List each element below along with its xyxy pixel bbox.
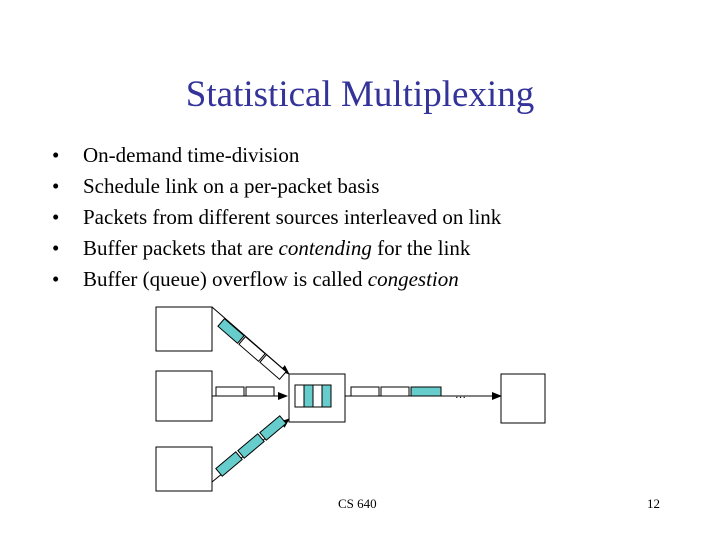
queued-packet <box>304 385 313 407</box>
bullet-text: On-demand time-division <box>83 143 300 167</box>
bullet-emphasis: contending <box>278 236 372 260</box>
switch-queue <box>289 374 345 422</box>
source-host-middle <box>156 371 212 421</box>
packet <box>260 416 286 440</box>
packet <box>411 387 441 396</box>
packet <box>246 387 274 396</box>
ellipsis-label: … <box>455 389 466 401</box>
bullet-text: Buffer packets that are <box>83 236 279 260</box>
packets-outgoing-link <box>351 387 441 396</box>
source-host-top <box>156 307 212 351</box>
bullet-text: for the link <box>371 236 471 260</box>
bullet-dot: • <box>52 174 60 198</box>
queued-packet <box>295 385 304 407</box>
bullet-dot: • <box>52 143 60 167</box>
packets-middle-link <box>216 387 274 396</box>
bullet-dot: • <box>52 267 60 291</box>
queued-packet <box>322 385 331 407</box>
packets-top-link <box>218 319 286 380</box>
bullet-dot: • <box>52 236 60 260</box>
bullet-text: Buffer (queue) overflow is called <box>83 267 368 291</box>
packet <box>216 387 244 396</box>
bullet-dot: • <box>52 205 60 229</box>
packet <box>381 387 409 396</box>
bullet-text: Packets from different sources interleaved on link <box>83 205 502 229</box>
packets-bottom-link <box>216 416 286 476</box>
packet <box>238 434 264 458</box>
packet <box>351 387 379 396</box>
packet <box>216 452 242 476</box>
source-host-bottom <box>156 447 212 491</box>
slide-number: 12 <box>647 496 660 511</box>
queued-packet <box>313 385 322 407</box>
bullet-text: Schedule link on a per-packet basis <box>83 174 380 198</box>
footer-course: CS 640 <box>338 496 377 511</box>
slide-title: Statistical Multiplexing <box>185 74 535 115</box>
packet <box>260 355 286 380</box>
destination-host <box>501 374 545 423</box>
packet <box>239 337 265 362</box>
bullet-emphasis: congestion <box>367 267 459 291</box>
